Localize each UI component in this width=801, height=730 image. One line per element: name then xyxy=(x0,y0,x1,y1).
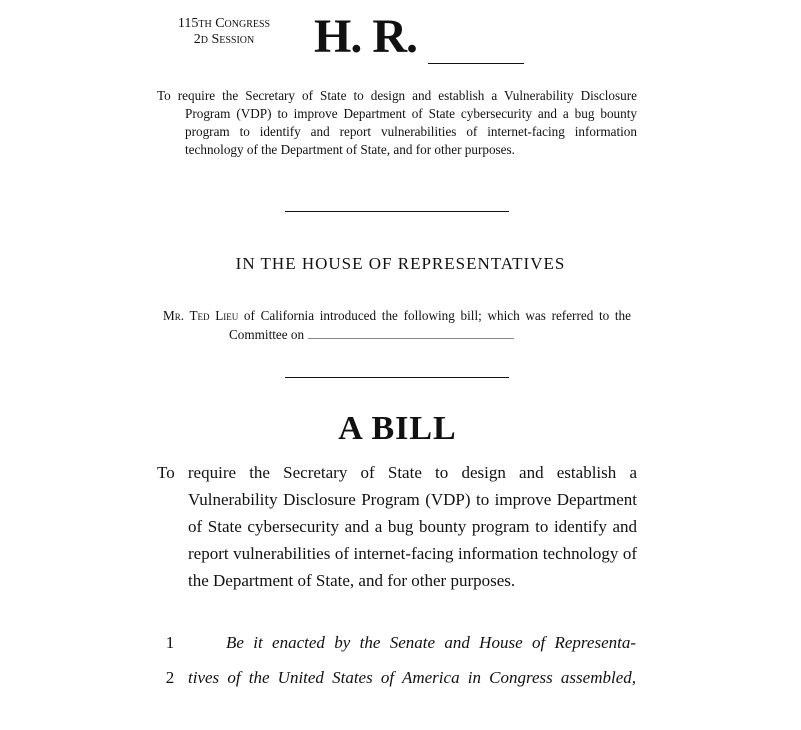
congress-number: 115th Congress xyxy=(177,16,271,31)
divider-rule xyxy=(285,211,509,212)
enacting-clause-line: tives of the United States of America in Congress assembled, xyxy=(188,668,636,687)
committee-blank xyxy=(308,328,514,339)
introduction-text: of California introduced the following bill; which was referred to the Committee on xyxy=(229,308,632,342)
line-number: 2 xyxy=(165,668,175,687)
congress-session-label xyxy=(156,16,292,48)
bill-heading: A BILL xyxy=(338,410,457,447)
sponsor-name: Mr. Ted Lieu xyxy=(163,308,239,323)
long-title: To require the Secretary of State to design and establish a Vulnerability Disclosure Program (VDP) to improve Department of State cybersecurity and a bug bounty program to identify and report vulnerabilities of internet-facing information technology of the Department of State, and for other purposes. xyxy=(157,463,637,590)
bill-number-blank xyxy=(428,63,524,64)
enacting-clause-line: Be it enacted by the Senate and House of Representa- xyxy=(226,633,636,652)
divider-rule xyxy=(285,377,509,378)
chamber-heading: IN THE HOUSE OF REPRESENTATIVES xyxy=(235,254,566,273)
introduction-statement xyxy=(163,306,631,344)
line-number: 1 xyxy=(165,633,175,652)
bill-designation: H. R. xyxy=(314,10,417,63)
short-title: To require the Secretary of State to design and establish a Vulnerability Disclosure Program (VDP) to improve Department of State cybersecurity and a bug bounty program to identify and report vulnerabilities of internet-facing information technology of the Department of State, and for other purposes. xyxy=(157,88,637,157)
session-number: 2d Session xyxy=(193,32,255,47)
